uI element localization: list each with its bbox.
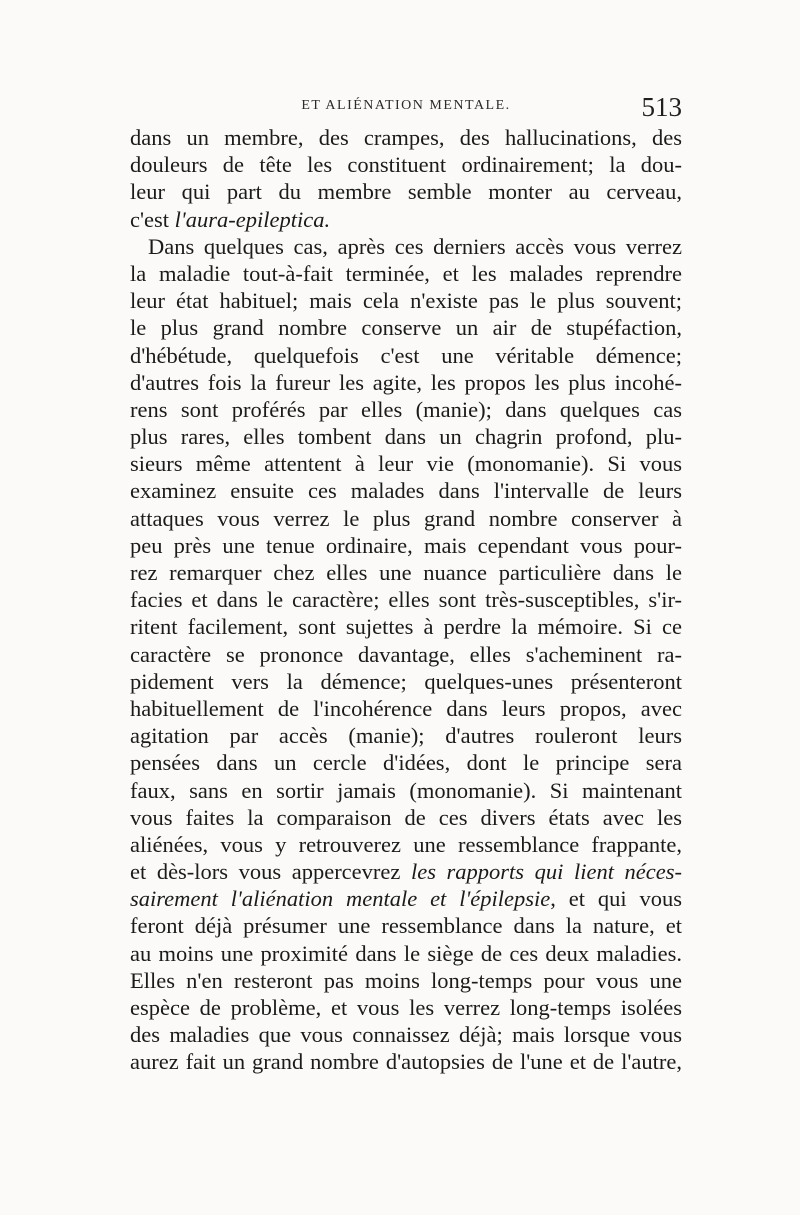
- text-line: attaques vous verrez le plus grand nombre conserver à: [130, 505, 682, 531]
- text-line: la maladie tout-à-fait terminée, et les malades reprendre: [130, 260, 682, 286]
- text-line: vous faites la comparaison de ces divers états avec les: [130, 804, 682, 830]
- text-line: examinez ensuite ces malades dans l'intervalle de leurs: [130, 478, 682, 504]
- text-line: caractère se prononce davantage, elles s'acheminent ra-: [130, 641, 682, 667]
- text-line: des maladies que vous connaissez déjà; mais lorsque vous: [130, 1022, 682, 1048]
- text-line: rens sont proférés par elles (manie); dans quelques cas: [130, 396, 682, 422]
- text-line: faux, sans en sortir jamais (monomanie). Si maintenant: [130, 777, 682, 803]
- text-line: douleurs de tête les constituent ordinairement; la dou-: [130, 152, 682, 178]
- text-line: plus rares, elles tombent dans un chagrin profond, plu-: [130, 424, 682, 450]
- text-line: le plus grand nombre conserve un air de stupéfaction,: [130, 315, 682, 341]
- page-number: 513: [641, 92, 682, 122]
- text-line: sieurs même attentent à leur vie (monomanie). Si vous: [130, 451, 682, 477]
- text-line: ritent facilement, sont sujettes à perdre la mémoire. Si ce: [130, 614, 682, 640]
- text-run: , et qui vous: [550, 886, 682, 912]
- text-line: facies et dans le caractère; elles sont très-susceptibles, s'ir-: [130, 587, 682, 613]
- text-line: leur qui part du membre semble monter au cerveau,: [130, 179, 682, 205]
- text-line: peu près une tenue ordinaire, mais cependant vous pour-: [130, 532, 682, 558]
- italic-text-run: les rapports qui lient néces-: [410, 859, 683, 885]
- text-line: [130, 206, 682, 233]
- text-line: au moins une proximité dans le siège de ces deux maladies.: [130, 940, 682, 966]
- text-line: pensées dans un cercle d'idées, dont le principe sera: [130, 750, 682, 776]
- text-line: habituellement de l'incohérence dans leurs propos, avec: [130, 695, 682, 721]
- text-line: aurez fait un grand nombre d'autopsies de l'une et de l'autre,: [130, 1049, 682, 1075]
- italic-text-run: l'aura-epileptica.: [174, 206, 331, 232]
- text-line: [130, 885, 682, 912]
- text-line: Elles n'en resteront pas moins long-temps pour vous une: [130, 967, 682, 993]
- text-line: [130, 858, 682, 885]
- text-line: agitation par accès (manie); d'autres rouleront leurs: [130, 723, 682, 749]
- text-run: et dès-lors vous appercevrez: [130, 859, 411, 885]
- text-line: aliénées, vous y retrouverez une ressemblance frappante,: [130, 831, 682, 857]
- text-line: dans un membre, des crampes, des hallucinations, des: [130, 125, 682, 150]
- text-run: c'est: [130, 206, 175, 232]
- text-line: pidement vers la démence; quelques-unes présenteront: [130, 668, 682, 694]
- text-line: d'autres fois la fureur les agite, les propos les plus incohé-: [130, 369, 682, 395]
- text-line: rez remarquer chez elles une nuance particulière dans le: [130, 560, 682, 585]
- text-line: feront déjà présumer une ressemblance dans la nature, et: [130, 913, 682, 939]
- text-line: d'hébétude, quelquefois c'est une véritable démence;: [130, 342, 682, 368]
- text-line: espèce de problème, et vous les verrez long-temps isolées: [130, 995, 682, 1020]
- body-text: [130, 124, 682, 1076]
- text-line: Dans quelques cas, après ces derniers accès vous verrez: [148, 233, 682, 259]
- text-line: leur état habituel; mais cela n'existe pas le plus souvent;: [130, 288, 682, 314]
- running-head: ET ALIÉNATION MENTALE.: [301, 98, 511, 113]
- italic-text-run: sairement l'aliénation mentale et l'épilepsie: [130, 886, 551, 912]
